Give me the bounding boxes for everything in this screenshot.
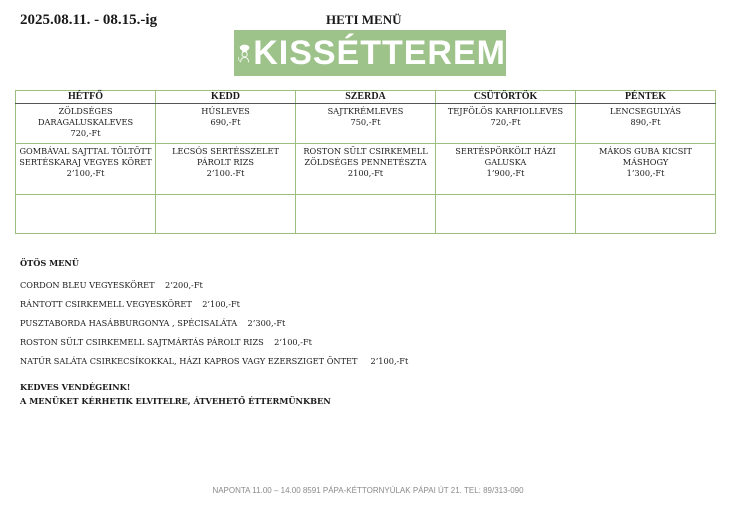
menu-cell xyxy=(436,104,576,144)
otos-menu-item: NATÚR SALÁTA CSIRKECSÍKOKKAL, HÁZI KAPROS VAGY EZERSZIGET ÖNTET 2’100,-Ft xyxy=(20,356,409,366)
menu-cell xyxy=(576,144,716,195)
chef-hat-icon xyxy=(238,32,251,74)
menu-cell xyxy=(156,195,296,234)
dish-price: 2100,-Ft xyxy=(347,168,384,178)
dish-price: 720,-Ft xyxy=(70,128,101,138)
dish-price: 1’900,-Ft xyxy=(486,168,525,178)
day-header: HÉTFŐ xyxy=(16,91,156,104)
dish-price: 2’100.-Ft xyxy=(206,168,245,178)
dish-name: SAJTKRÉMLEVES xyxy=(327,106,404,116)
menu-cell xyxy=(436,195,576,234)
dish-price: 750,-Ft xyxy=(350,117,381,127)
day-header: CSÜTÖRTÖK xyxy=(436,91,576,104)
dish-name: SERTÉSPÖRKÖLT HÁZI GALUSKA xyxy=(455,146,556,167)
menu-cell xyxy=(576,104,716,144)
dish-name: TEJFÖLÖS KARFIOLLEVES xyxy=(447,106,564,116)
otos-menu-item: PUSZTABORDA HASÁBBURGONYA , SPÉCISALÁTA 2’300,-Ft xyxy=(20,318,286,328)
table-row xyxy=(16,104,716,144)
menu-cell xyxy=(156,144,296,195)
menu-cell xyxy=(296,195,436,234)
notice-takeaway: A MENÜKET KÉRHETIK ELVITELRE, ÁTVEHETŐ ÉTTERMÜNKBEN xyxy=(20,396,331,406)
menu-cell xyxy=(16,104,156,144)
dish-name: GOMBÁVAL SAJTTAL TÖLTÖTT SERTÉSKARAJ VEGYES KÖRET xyxy=(19,146,152,167)
weekly-menu-table xyxy=(15,90,716,234)
menu-cell xyxy=(436,144,576,195)
logo-text: KISSÉTTEREM xyxy=(253,33,506,72)
dish-price: 690,-Ft xyxy=(210,117,241,127)
otos-menu-item: RÁNTOTT CSIRKEMELL VEGYESKÖRET 2’100,-Ft xyxy=(20,299,240,309)
day-header: SZERDA xyxy=(296,91,436,104)
otos-menu-item: ROSTON SÜLT CSIRKEMELL SAJTMÁRTÁS PÁROLT RIZS 2’100,-Ft xyxy=(20,337,312,347)
menu-cell xyxy=(296,144,436,195)
dish-price: 2’100,-Ft xyxy=(66,168,105,178)
menu-cell xyxy=(156,104,296,144)
otos-menu-item: CORDON BLEU VEGYESKÖRET 2’200,-Ft xyxy=(20,280,203,290)
dish-name: ZÖLDSÉGES DARAGALUSKALEVES xyxy=(37,106,134,127)
dish-name: LECSÓS SERTÉSSZELET PÁROLT RIZS xyxy=(172,146,279,167)
menu-cell xyxy=(576,195,716,234)
dish-price: 1’300,-Ft xyxy=(626,168,665,178)
menu-cell xyxy=(296,104,436,144)
footer-contact: NAPONTA 11.00 – 14.00 8591 PÁPA-KÉTTORNYÚLAK PÁPAI ÚT 21. TEL: 89/313-090 xyxy=(212,486,524,495)
table-header-row xyxy=(16,91,716,104)
dish-name: HÚSLEVES xyxy=(201,106,250,116)
page-title: HETI MENÜ xyxy=(326,12,402,27)
dish-name: LENCSEGULYÁS xyxy=(609,106,682,116)
day-header: KEDD xyxy=(156,91,296,104)
notice-greeting: KEDVES VENDÉGEINK! xyxy=(20,382,131,392)
dish-price: 720,-Ft xyxy=(490,117,521,127)
table-row xyxy=(16,195,716,234)
logo xyxy=(234,30,506,76)
menu-cell xyxy=(16,144,156,195)
otos-menu-title: ÖTÖS MENÜ xyxy=(20,258,80,268)
table-row xyxy=(16,144,716,195)
dish-name: ROSTON SÜLT CSIRKEMELL ZÖLDSÉGES PENNETÉSZTA xyxy=(303,146,428,167)
dish-price: 890,-Ft xyxy=(630,117,661,127)
date-range: 2025.08.11. - 08.15.-ig xyxy=(20,12,158,28)
day-header: PÉNTEK xyxy=(576,91,716,104)
menu-cell xyxy=(16,195,156,234)
dish-name: MÁKOS GUBA KICSIT MÁSHOGY xyxy=(598,146,692,167)
